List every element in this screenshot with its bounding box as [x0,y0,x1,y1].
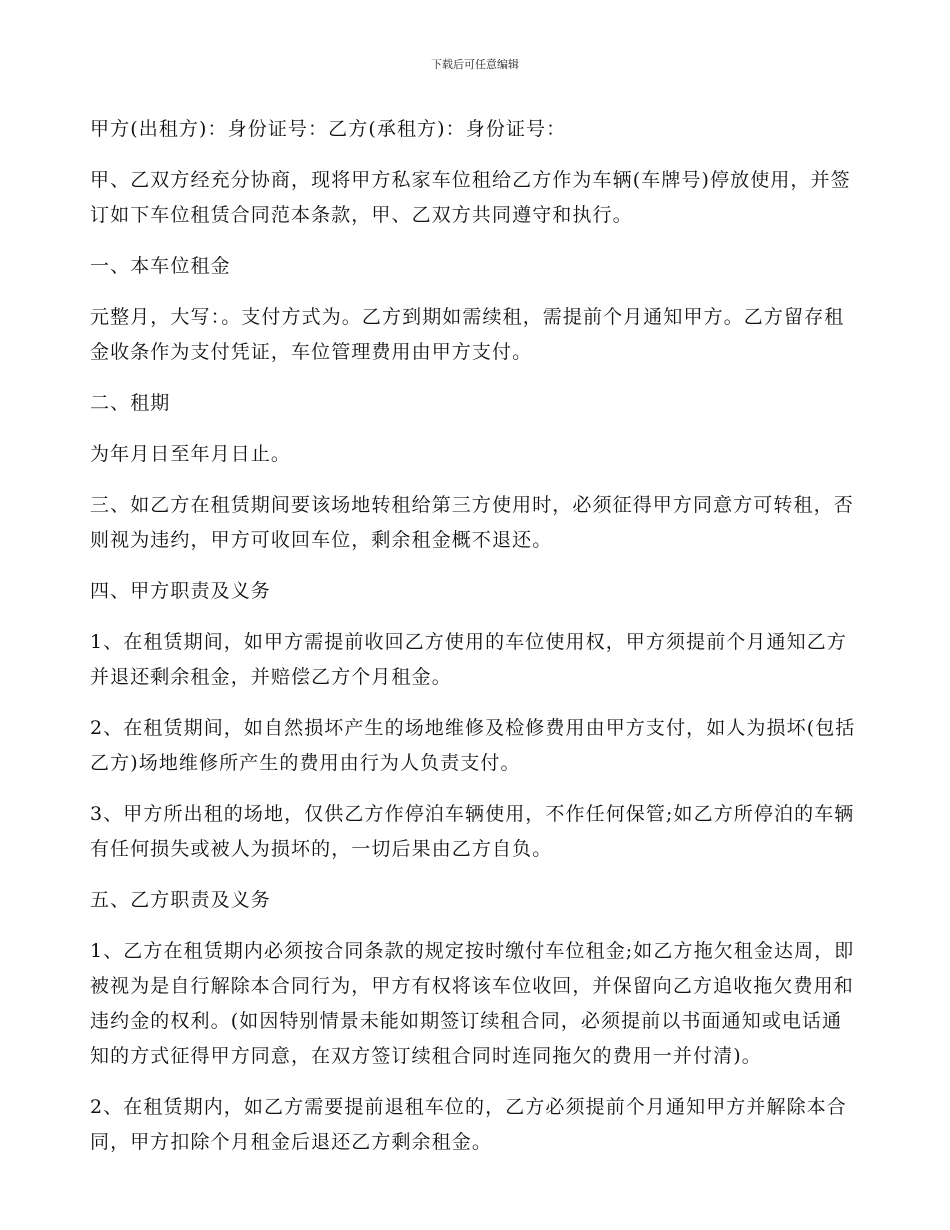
intro-paragraph: 甲、乙双方经充分协商，现将甲方私家车位租给乙方作为车辆(车牌号)停放使用，并签订如下车位租赁合同范本条款，甲、乙双方共同遵守和执行。 [90,169,851,226]
party-b-clause-1: 1、乙方在租赁期内必须按合同条款的规定按时缴付车位租金;如乙方拖欠租金达周，即被视为是自行解除本合同行为，甲方有权将该车位收回，并保留向乙方追收拖欠费用和违约金的权利。(如因特别情景未能如期签订续租合同，必须提前以书面通知或电话通知的方式征得甲方同意，在双方签订续租合同时连同拖欠的费用一并付清)。 [90,940,855,1067]
section-heading-party-b-duties: 五、乙方职责及义务 [90,889,271,911]
contract-body [90,112,862,1176]
party-a-clause-2: 2、在租赁期间，如自然损坏产生的场地维修及检修费用由甲方支付，如人为损坏(包括乙方)场地维修所产生的费用由行为人负责支付。 [90,717,856,774]
party-b-clause-2: 2、在租赁期内，如乙方需要提前退租车位的，乙方必须提前个月通知甲方并解除本合同，甲方扣除个月租金后退还乙方剩余租金。 [90,1096,847,1153]
parties-line: 甲方(出租方)：身份证号：乙方(承租方)：身份证号： [90,118,567,140]
rent-paragraph: 元整月，大写：。支付方式为。乙方到期如需续租，需提前个月通知甲方。乙方留存租金收条作为支付凭证，车位管理费用由甲方支付。 [90,306,845,363]
section-heading-party-a-duties: 四、甲方职责及义务 [90,580,271,602]
section-heading-rent: 一、本车位租金 [90,255,231,277]
sublet-clause: 三、如乙方在租赁期间要该场地转租给第三方使用时，必须征得甲方同意方可转租，否则视为违约，甲方可收回车位，剩余租金概不退还。 [90,494,854,551]
header-note: 下载后可任意编辑 [431,58,519,71]
term-paragraph: 为年月日至年月日止。 [90,443,292,465]
section-heading-term: 二、租期 [90,392,171,414]
party-a-clause-3: 3、甲方所出租的场地，仅供乙方作停泊车辆使用，不作任何保管;如乙方所停泊的车辆有任何损失或被人为损坏的，一切后果由乙方自负。 [90,803,855,860]
party-a-clause-1: 1、在租赁期间，如甲方需提前收回乙方使用的车位使用权，甲方须提前个月通知乙方并退还剩余租金，并赔偿乙方个月租金。 [90,631,847,688]
